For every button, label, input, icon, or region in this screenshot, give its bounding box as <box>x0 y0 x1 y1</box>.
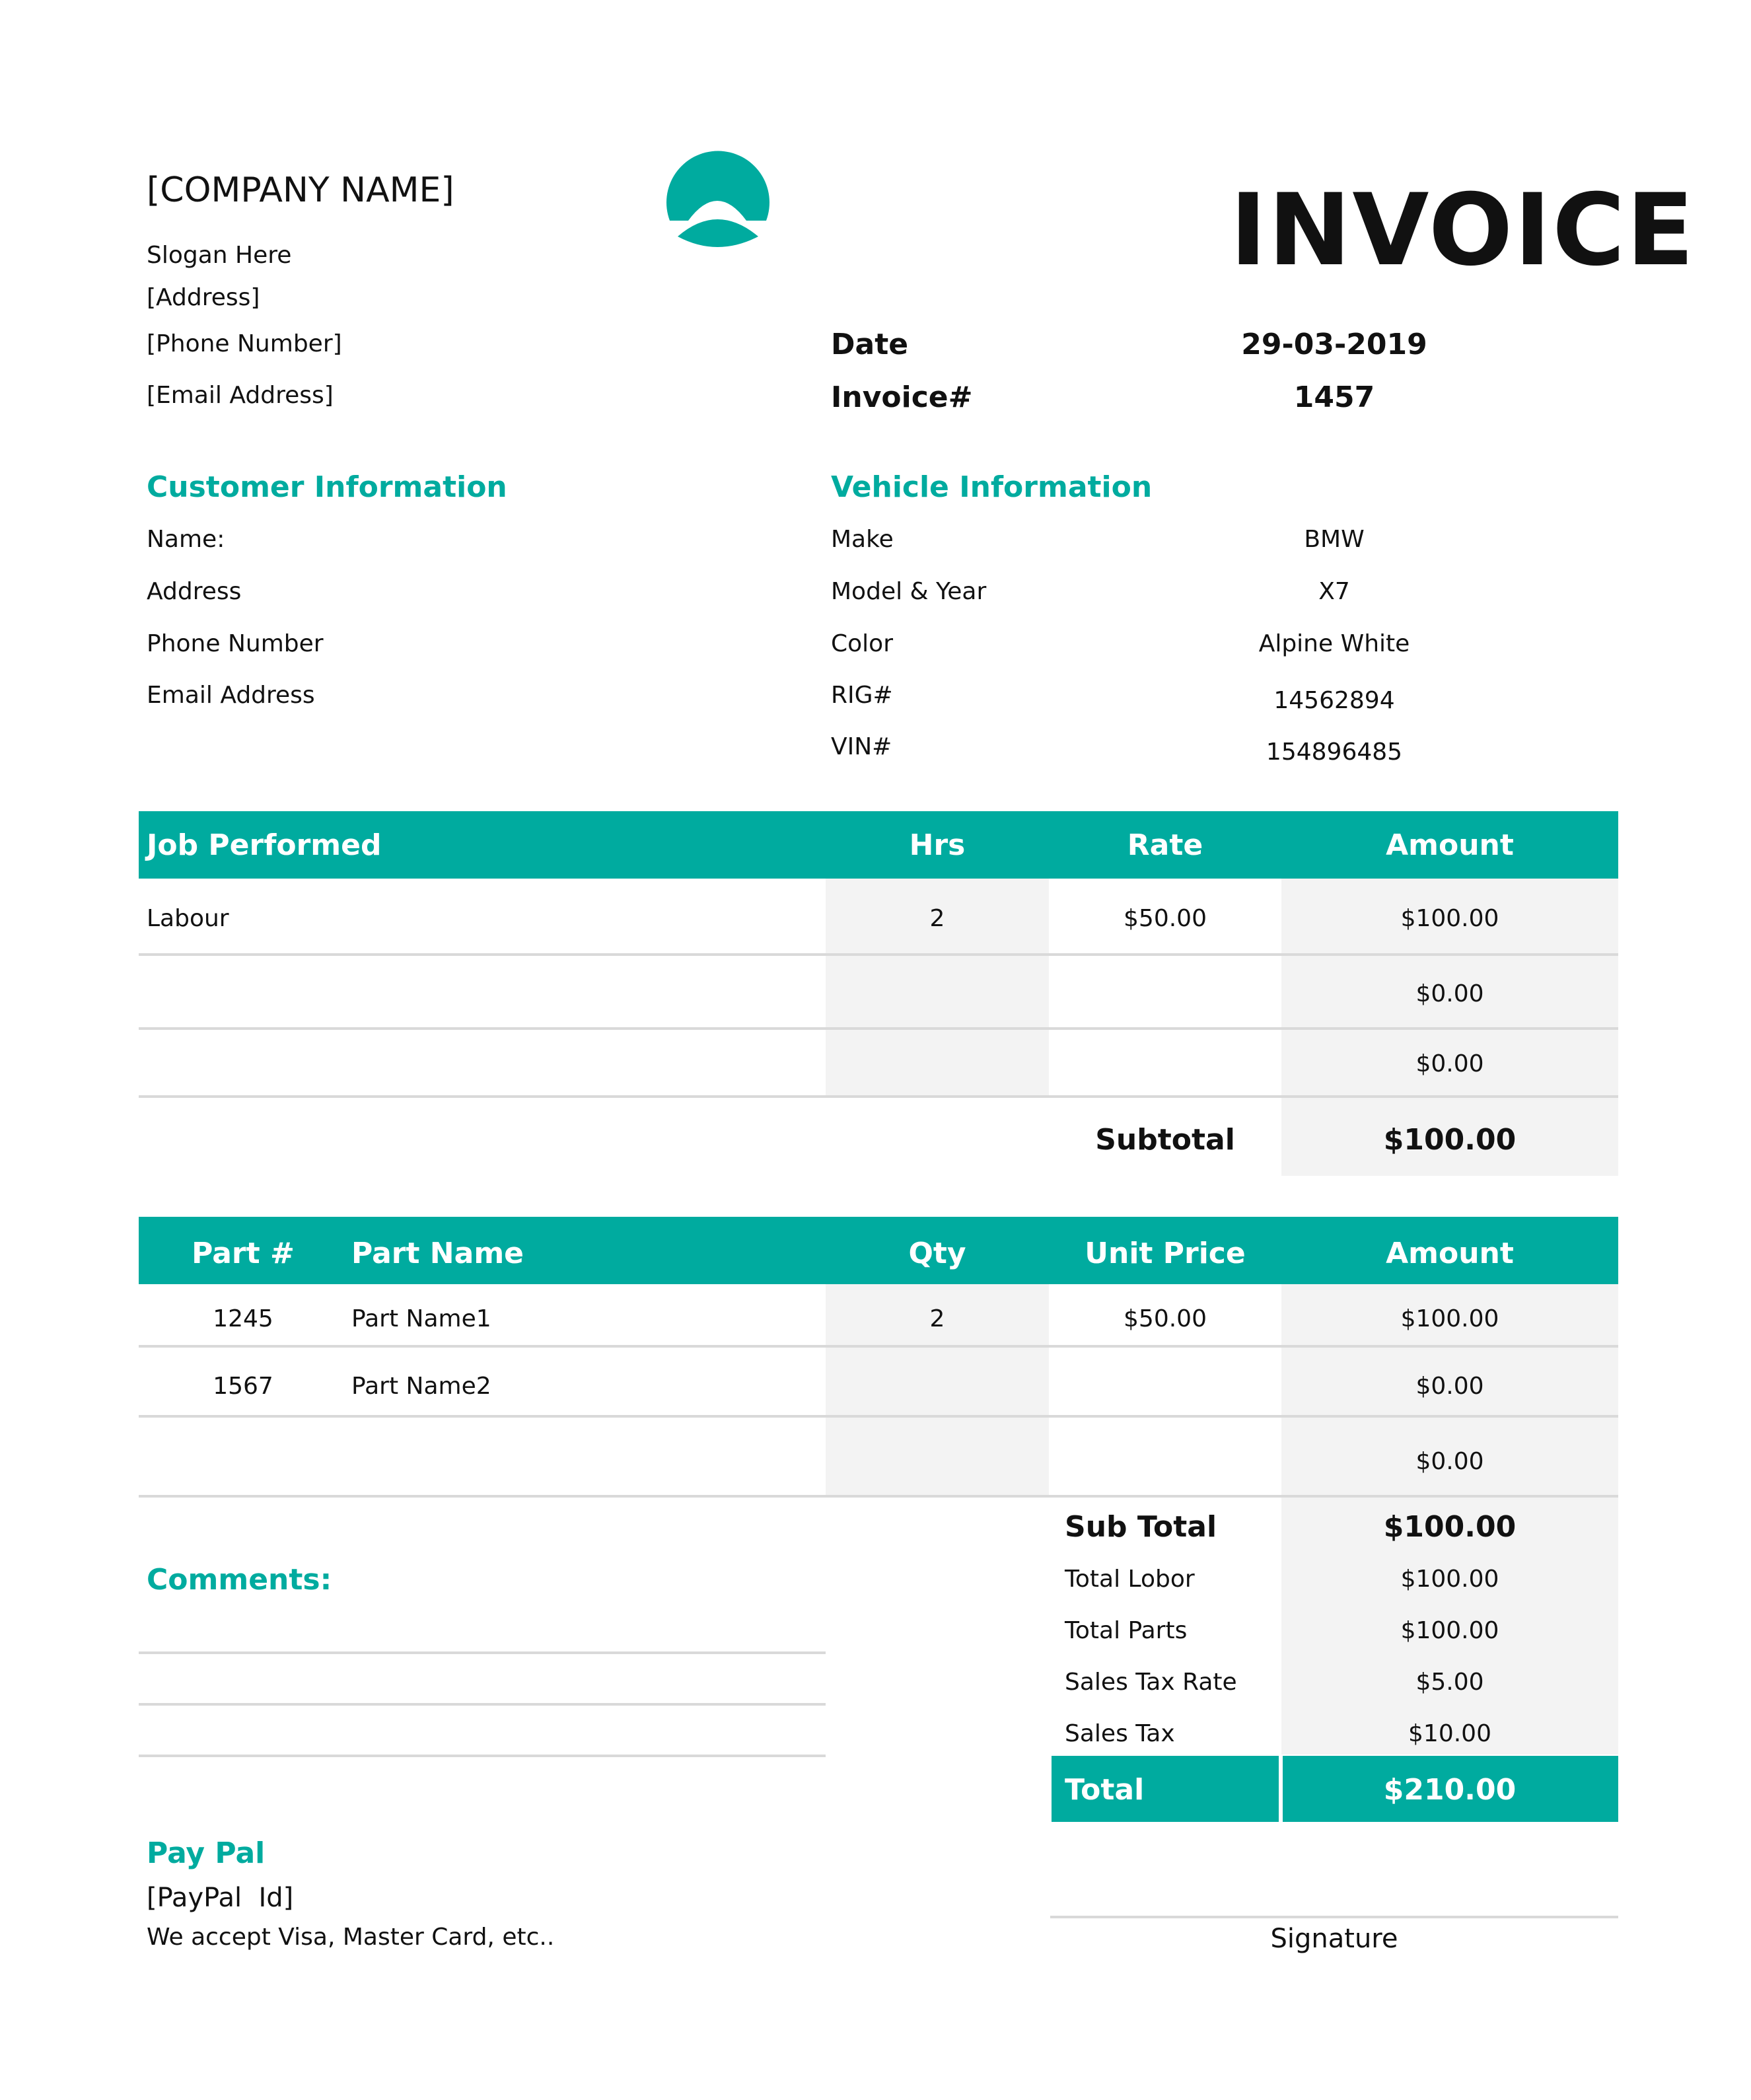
vehicle-color-label: Color <box>831 630 893 657</box>
vehicle-color-value: Alpine White <box>1258 630 1410 657</box>
company-phone: [Phone Number] <box>147 330 342 357</box>
invoice-number-value: 1457 <box>1293 380 1375 414</box>
customer-phone-label: Phone Number <box>147 630 324 657</box>
row-divider <box>139 1345 1618 1348</box>
total-parts-label: Total Parts <box>1065 1617 1188 1644</box>
vehicle-vin-label: VIN# <box>831 733 892 760</box>
row-divider <box>139 1095 1618 1098</box>
paypal-heading: Pay Pal <box>147 1836 266 1870</box>
vehicle-rig-value: 14562894 <box>1273 687 1395 714</box>
parts-header-name: Part Name <box>351 1237 524 1270</box>
company-address: [Address] <box>147 284 260 311</box>
row-divider <box>139 1027 1618 1030</box>
company-name: [COMPANY NAME] <box>147 170 454 210</box>
vehicle-make-value: BMW <box>1304 526 1365 553</box>
date-label: Date <box>831 328 909 361</box>
job-subtotal-value: $100.00 <box>1383 1123 1517 1157</box>
car-top-icon <box>663 147 771 254</box>
vehicle-model-label: Model & Year <box>831 578 987 605</box>
job-subtotal-label: Subtotal <box>1095 1123 1235 1157</box>
parts-row-1-unit-price: $50.00 <box>1124 1305 1207 1332</box>
vehicle-rig-label: RIG# <box>831 682 893 709</box>
parts-header-qty: Qty <box>908 1237 966 1270</box>
job-header-hrs: Hrs <box>909 828 966 862</box>
parts-row-1-qty: 2 <box>929 1305 945 1332</box>
parts-row-2-name: Part Name2 <box>351 1373 491 1400</box>
company-slogan: Slogan Here <box>147 242 292 269</box>
parts-row-2-amount: $0.00 <box>1415 1373 1484 1400</box>
job-row-2-amount: $0.00 <box>1415 980 1484 1007</box>
comments-label: Comments: <box>147 1563 332 1597</box>
customer-heading: Customer Information <box>147 470 507 504</box>
parts-row-1-amount: $100.00 <box>1400 1305 1499 1332</box>
row-divider <box>139 1415 1618 1418</box>
signature-label: Signature <box>1270 1924 1398 1954</box>
job-row-1-amount: $100.00 <box>1400 905 1499 932</box>
sales-tax-rate-value: $5.00 <box>1415 1669 1484 1696</box>
payment-accept-text: We accept Visa, Master Card, etc.. <box>147 1924 555 1951</box>
invoice-title: INVOICE <box>1230 173 1696 288</box>
parts-header-part-no: Part # <box>192 1237 295 1270</box>
total-value: $210.00 <box>1383 1773 1517 1807</box>
sales-tax-rate-label: Sales Tax Rate <box>1065 1669 1237 1696</box>
job-row-1-job: Labour <box>147 905 229 932</box>
parts-row-1-name: Part Name1 <box>351 1305 491 1332</box>
row-divider <box>139 1495 1618 1498</box>
paypal-id: [PayPal Id] <box>147 1883 294 1913</box>
total-labor-value: $100.00 <box>1400 1566 1499 1593</box>
invoice-number-label: Invoice# <box>831 380 973 414</box>
company-email: [Email Address] <box>147 382 334 409</box>
date-value: 29-03-2019 <box>1241 328 1427 361</box>
sub-total-value: $100.00 <box>1383 1510 1517 1544</box>
comment-line[interactable] <box>139 1651 826 1654</box>
job-header-amount: Amount <box>1386 828 1514 862</box>
parts-row-2-part-no: 1567 <box>213 1373 273 1400</box>
job-row-1-rate: $50.00 <box>1124 905 1207 932</box>
parts-header-amount: Amount <box>1386 1237 1514 1270</box>
vehicle-model-value: X7 <box>1318 578 1350 605</box>
job-header-job: Job Performed <box>147 828 382 862</box>
sales-tax-value: $10.00 <box>1408 1720 1491 1747</box>
signature-line[interactable] <box>1050 1916 1618 1918</box>
total-parts-value: $100.00 <box>1400 1617 1499 1644</box>
total-label: Total <box>1065 1773 1145 1807</box>
customer-address-label: Address <box>147 578 242 605</box>
comment-line[interactable] <box>139 1755 826 1757</box>
total-labor-label: Total Lobor <box>1065 1566 1195 1593</box>
parts-row-1-part-no: 1245 <box>213 1305 273 1332</box>
job-row-3-amount: $0.00 <box>1415 1050 1484 1077</box>
comment-line[interactable] <box>139 1703 826 1706</box>
vehicle-make-label: Make <box>831 526 894 553</box>
customer-name-label: Name: <box>147 526 225 553</box>
parts-row-3-amount: $0.00 <box>1415 1448 1484 1475</box>
parts-header-unit-price: Unit Price <box>1085 1237 1246 1270</box>
job-header-rate: Rate <box>1127 828 1203 862</box>
vehicle-heading: Vehicle Information <box>831 470 1153 504</box>
sales-tax-label: Sales Tax <box>1065 1720 1175 1747</box>
job-row-1-hrs: 2 <box>929 905 945 932</box>
customer-email-label: Email Address <box>147 682 315 709</box>
vehicle-vin-value: 154896485 <box>1266 739 1403 766</box>
row-divider <box>139 953 1618 956</box>
sub-total-label: Sub Total <box>1065 1510 1217 1544</box>
